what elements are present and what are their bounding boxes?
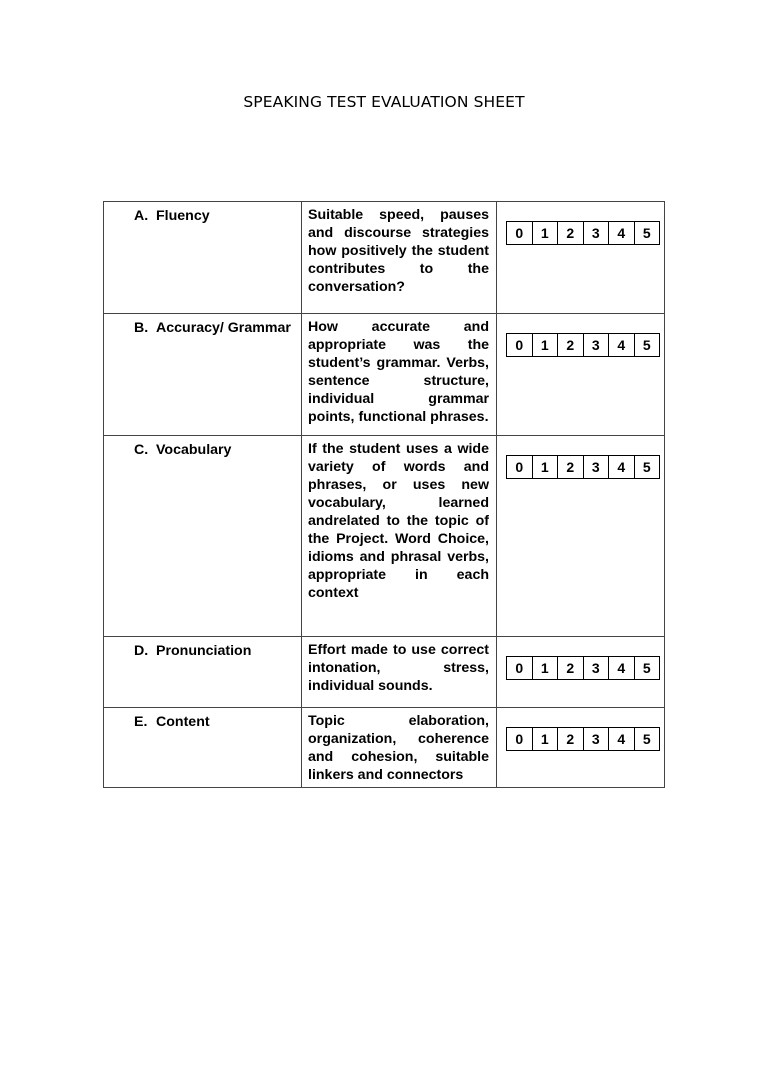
- score-scale: [506, 656, 660, 680]
- score-option[interactable]: 5: [634, 728, 660, 750]
- score-option[interactable]: 5: [634, 657, 660, 679]
- criterion-row: [104, 202, 665, 314]
- criterion-letter: C.: [134, 442, 149, 458]
- criterion-description: Suitable speed, pauses and discourse strategies how positively the student contributes to the conversation?: [308, 207, 489, 295]
- score-option[interactable]: 0: [515, 337, 524, 353]
- score-scale: [506, 333, 660, 357]
- criterion-name: Vocabulary: [156, 442, 232, 458]
- criterion-cell: [104, 436, 302, 637]
- score-option[interactable]: 2: [557, 657, 583, 679]
- criterion-row: [104, 708, 665, 788]
- criterion-name: Content: [156, 714, 210, 730]
- criterion-cell: [104, 202, 302, 314]
- score-option[interactable]: 2: [557, 222, 583, 244]
- page-title: SPEAKING TEST EVALUATION SHEET: [243, 93, 525, 111]
- score-option[interactable]: 0: [515, 660, 524, 676]
- criterion-description: How accurate and appropriate was the student’s grammar. Verbs, sentence structure, individual grammar points, functional phrases.: [308, 319, 489, 425]
- criterion-row: [104, 314, 665, 436]
- score-cell: [497, 637, 665, 708]
- criterion-description: Effort made to use correct intonation, stress, individual sounds.: [308, 642, 489, 694]
- score-option[interactable]: 5: [634, 456, 660, 478]
- score-cell: [497, 314, 665, 436]
- score-option[interactable]: 5: [634, 334, 660, 356]
- score-option[interactable]: 4: [608, 657, 634, 679]
- score-option[interactable]: 4: [608, 222, 634, 244]
- criterion-letter: B.: [134, 320, 149, 336]
- criterion-cell: [104, 314, 302, 436]
- score-cell: [497, 202, 665, 314]
- score-option[interactable]: 3: [583, 657, 609, 679]
- criterion-description: Topic elaboration, organization, coherence and cohesion, suitable linkers and connectors: [308, 713, 489, 783]
- score-option[interactable]: 1: [532, 456, 558, 478]
- score-option[interactable]: 2: [557, 456, 583, 478]
- criterion-letter: D.: [134, 643, 149, 659]
- criterion-name: Pronunciation: [156, 643, 252, 659]
- score-scale: [506, 727, 660, 751]
- score-option[interactable]: 3: [583, 222, 609, 244]
- criterion-description-cell: [302, 708, 497, 788]
- criterion-description-cell: [302, 202, 497, 314]
- criterion-letter: A.: [134, 208, 149, 224]
- criterion-description-cell: [302, 314, 497, 436]
- score-option[interactable]: 4: [608, 334, 634, 356]
- criterion-row: [104, 637, 665, 708]
- score-cell: [497, 708, 665, 788]
- score-option[interactable]: 2: [557, 334, 583, 356]
- criterion-name: Accuracy/ Grammar: [156, 320, 291, 336]
- criterion-description-cell: [302, 637, 497, 708]
- score-option[interactable]: 4: [608, 456, 634, 478]
- score-scale: [506, 455, 660, 479]
- evaluation-table: [103, 201, 665, 788]
- score-option[interactable]: 2: [557, 728, 583, 750]
- score-option[interactable]: 0: [515, 731, 524, 747]
- score-option[interactable]: 4: [608, 728, 634, 750]
- criterion-cell: [104, 708, 302, 788]
- score-option[interactable]: 1: [532, 728, 558, 750]
- criterion-description: If the student uses a wide variety of words and phrases, or uses new vocabulary, learned andrelated to the topic of the Project. Word Choice, idioms and phrasal verbs, appropriate in each context: [308, 441, 489, 601]
- score-option[interactable]: 1: [532, 222, 558, 244]
- criterion-description-cell: [302, 436, 497, 637]
- score-option[interactable]: 1: [532, 657, 558, 679]
- score-option[interactable]: 3: [583, 334, 609, 356]
- criterion-letter: E.: [134, 714, 148, 730]
- score-scale: [506, 221, 660, 245]
- score-option[interactable]: 5: [634, 222, 660, 244]
- criterion-row: [104, 436, 665, 637]
- score-option[interactable]: 1: [532, 334, 558, 356]
- score-option[interactable]: 3: [583, 728, 609, 750]
- criterion-cell: [104, 637, 302, 708]
- criterion-name: Fluency: [156, 208, 210, 224]
- score-cell: [497, 436, 665, 637]
- score-option[interactable]: 0: [515, 459, 524, 475]
- score-option[interactable]: 3: [583, 456, 609, 478]
- score-option[interactable]: 0: [515, 225, 524, 241]
